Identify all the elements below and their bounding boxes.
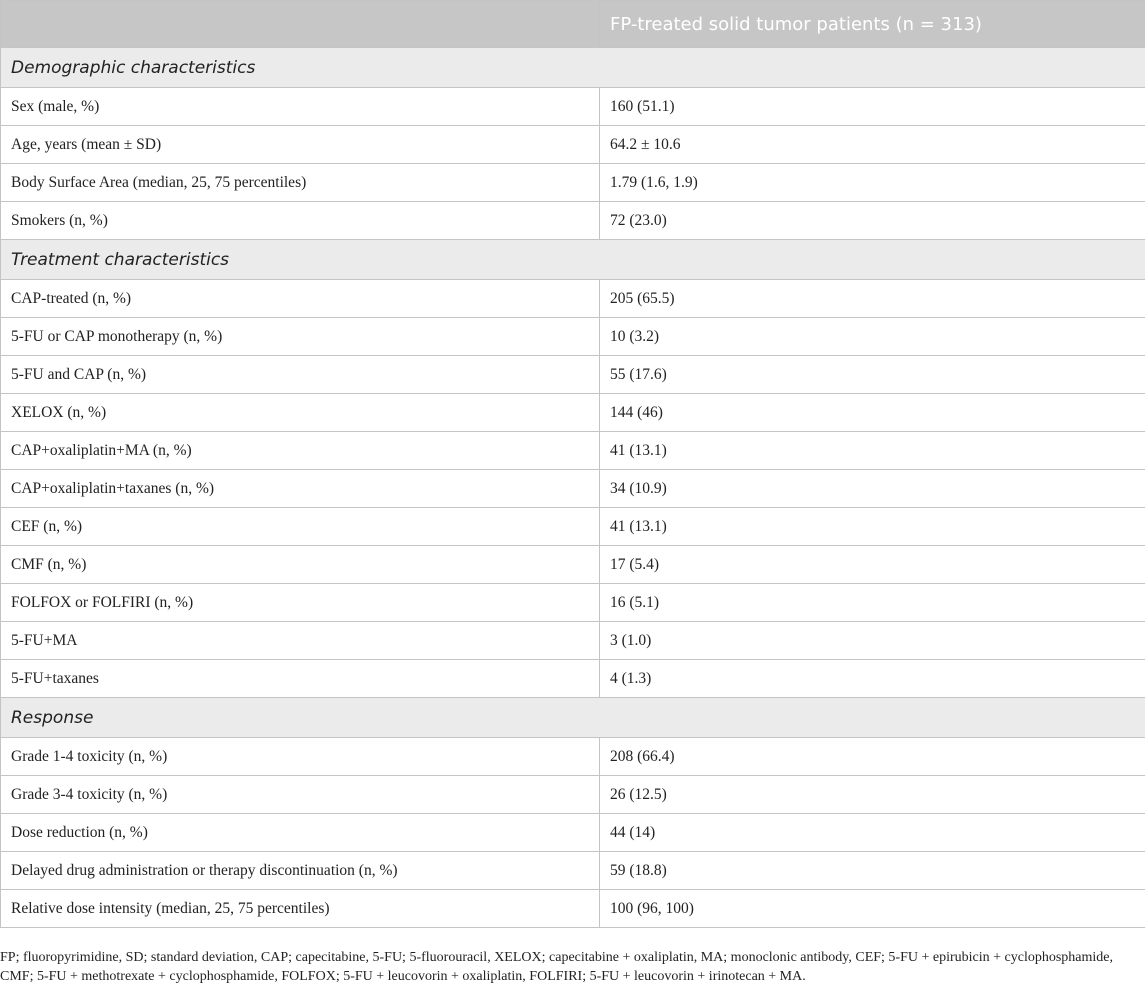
table-row bbox=[1, 432, 1145, 470]
header-cell-label bbox=[1, 1, 600, 48]
row-label: Delayed drug administration or therapy discontinuation (n, %) bbox=[1, 852, 600, 890]
section-title: Treatment characteristics bbox=[1, 240, 1145, 280]
row-label: CAP+oxaliplatin+taxanes (n, %) bbox=[1, 470, 600, 508]
row-label: 5-FU or CAP monotherapy (n, %) bbox=[1, 318, 600, 356]
row-label: Dose reduction (n, %) bbox=[1, 814, 600, 852]
row-value: 72 (23.0) bbox=[600, 202, 1145, 240]
table-row bbox=[1, 88, 1145, 126]
table-row bbox=[1, 814, 1145, 852]
row-value: 41 (13.1) bbox=[600, 432, 1145, 470]
table-row bbox=[1, 470, 1145, 508]
table-row bbox=[1, 356, 1145, 394]
table-body bbox=[1, 48, 1145, 928]
row-value: 55 (17.6) bbox=[600, 356, 1145, 394]
row-value: 64.2 ± 10.6 bbox=[600, 126, 1145, 164]
table-header bbox=[1, 1, 1145, 48]
table-row bbox=[1, 622, 1145, 660]
table-row bbox=[1, 394, 1145, 432]
row-value: 1.79 (1.6, 1.9) bbox=[600, 164, 1145, 202]
row-value: 59 (18.8) bbox=[600, 852, 1145, 890]
row-value: 4 (1.3) bbox=[600, 660, 1145, 698]
row-value: 41 (13.1) bbox=[600, 508, 1145, 546]
row-value: 10 (3.2) bbox=[600, 318, 1145, 356]
row-value: 17 (5.4) bbox=[600, 546, 1145, 584]
table-row bbox=[1, 164, 1145, 202]
row-value: 208 (66.4) bbox=[600, 738, 1145, 776]
row-label: Relative dose intensity (median, 25, 75 percentiles) bbox=[1, 890, 600, 928]
row-value: 100 (96, 100) bbox=[600, 890, 1145, 928]
row-label: Grade 1-4 toxicity (n, %) bbox=[1, 738, 600, 776]
section-row bbox=[1, 48, 1145, 88]
table-row bbox=[1, 508, 1145, 546]
table-row bbox=[1, 776, 1145, 814]
row-value: 160 (51.1) bbox=[600, 88, 1145, 126]
table-row bbox=[1, 584, 1145, 622]
section-title: Response bbox=[1, 698, 1145, 738]
row-label: Body Surface Area (median, 25, 75 percentiles) bbox=[1, 164, 600, 202]
section-row bbox=[1, 698, 1145, 738]
row-label: CEF (n, %) bbox=[1, 508, 600, 546]
row-label: Grade 3-4 toxicity (n, %) bbox=[1, 776, 600, 814]
row-value: 144 (46) bbox=[600, 394, 1145, 432]
section-row bbox=[1, 240, 1145, 280]
row-value: 16 (5.1) bbox=[600, 584, 1145, 622]
row-label: Smokers (n, %) bbox=[1, 202, 600, 240]
row-value: 44 (14) bbox=[600, 814, 1145, 852]
row-label: FOLFOX or FOLFIRI (n, %) bbox=[1, 584, 600, 622]
row-label: 5-FU+MA bbox=[1, 622, 600, 660]
table-row bbox=[1, 738, 1145, 776]
row-label: 5-FU and CAP (n, %) bbox=[1, 356, 600, 394]
header-cell-cohort: FP-treated solid tumor patients (n = 313) bbox=[600, 1, 1145, 48]
table-row bbox=[1, 890, 1145, 928]
row-value: 205 (65.5) bbox=[600, 280, 1145, 318]
row-label: CAP-treated (n, %) bbox=[1, 280, 600, 318]
row-label: Age, years (mean ± SD) bbox=[1, 126, 600, 164]
row-label: CMF (n, %) bbox=[1, 546, 600, 584]
table-row bbox=[1, 546, 1145, 584]
table-row bbox=[1, 852, 1145, 890]
table-row bbox=[1, 660, 1145, 698]
table-row bbox=[1, 280, 1145, 318]
row-label: CAP+oxaliplatin+MA (n, %) bbox=[1, 432, 600, 470]
header-row bbox=[1, 1, 1145, 48]
section-title: Demographic characteristics bbox=[1, 48, 1145, 88]
row-value: 26 (12.5) bbox=[600, 776, 1145, 814]
table-row bbox=[1, 126, 1145, 164]
row-label: XELOX (n, %) bbox=[1, 394, 600, 432]
row-value: 34 (10.9) bbox=[600, 470, 1145, 508]
table-footnote: FP; fluoropyrimidine, SD; standard deviation, CAP; capecitabine, 5-FU; 5-fluorouracil, XELOX; capecitabine + oxaliplatin, MA; monoclonic antibody, CEF; 5-FU + epirubicin + cyclophosphamide, CMF; 5-FU + methotrexate + cyclophosphamide, FOLFOX; 5-FU + leucovorin + oxaliplatin, FOLFIRI; 5-FU + leucovorin + irinotecan + MA. bbox=[0, 950, 1114, 984]
table-row bbox=[1, 318, 1145, 356]
row-label: 5-FU+taxanes bbox=[1, 660, 600, 698]
table-row bbox=[1, 202, 1145, 240]
row-value: 3 (1.0) bbox=[600, 622, 1145, 660]
row-label: Sex (male, %) bbox=[1, 88, 600, 126]
